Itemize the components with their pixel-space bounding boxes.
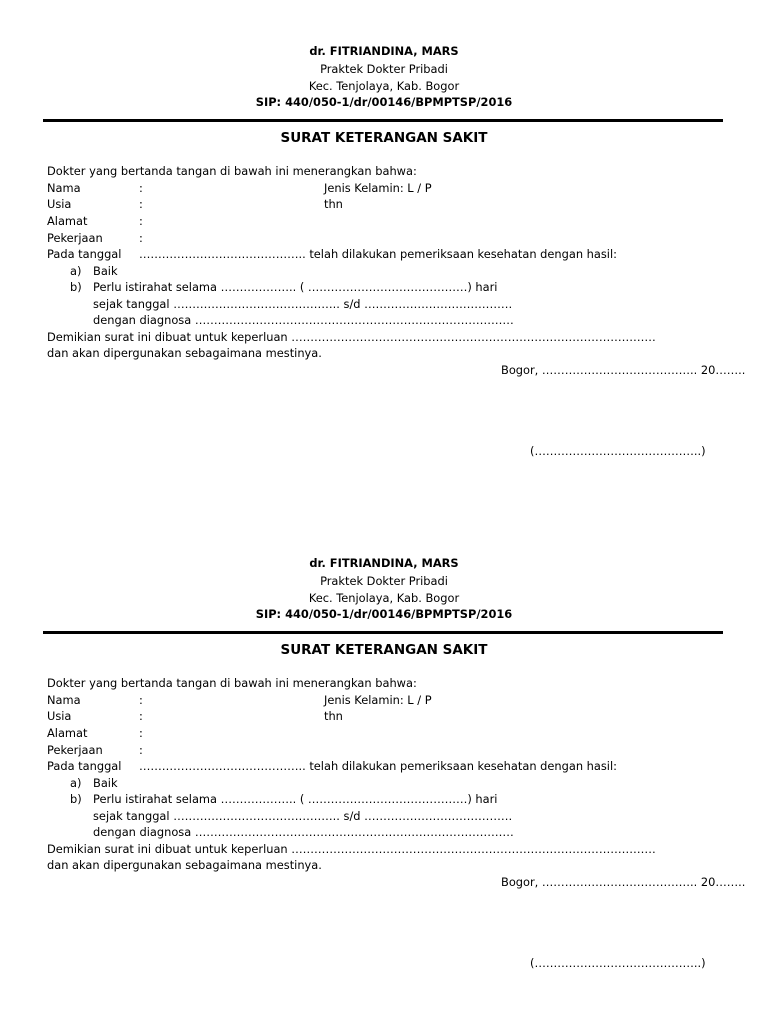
gender-field: Jenis Kelamin: L / P (324, 181, 432, 195)
option-a-marker: a) (70, 264, 82, 278)
document-title: SURAT KETERANGAN SAKIT (280, 130, 488, 146)
colon-nama: : (139, 693, 143, 707)
colon-pekerjaan: : (139, 743, 143, 757)
intro-text: Dokter yang bertanda tangan di bawah ini menerangkan bahwa: (47, 164, 417, 178)
practice-name: Praktek Dokter Pribadi (320, 574, 448, 588)
gender-field: Jenis Kelamin: L / P (324, 693, 432, 707)
option-a-text: Baik (93, 776, 118, 790)
purpose-line: Demikian surat ini dibuat untuk keperluan …………………………………………………………………………………… (47, 330, 656, 344)
doctor-name: dr. FITRIANDINA, MARS (309, 44, 459, 58)
exam-result-text: …………………………………….. telah dilakukan pemeriksaan kesehatan dengan hasil: (139, 759, 617, 773)
option-b-marker: b) (70, 792, 82, 806)
header-divider (43, 631, 723, 634)
header-divider (43, 119, 723, 122)
label-usia: Usia (47, 197, 72, 211)
purpose-line: Demikian surat ini dibuat untuk keperluan …………………………………………………………………………………… (47, 842, 656, 856)
age-unit: thn (324, 709, 343, 723)
label-alamat: Alamat (47, 726, 88, 740)
colon-pekerjaan: : (139, 231, 143, 245)
place-date-line: Bogor, ………………………………….. 20…….. (501, 363, 746, 377)
rest-period-dates: sejak tanggal …………………………………….. s/d ………………………………… (93, 297, 513, 311)
option-a-marker: a) (70, 776, 82, 790)
practice-address: Kec. Tenjolaya, Kab. Bogor (308, 591, 460, 605)
option-b-text: Perlu istirahat selama ……………….. ( ……………………………………) hari (93, 792, 498, 806)
signature-line: (……………………………………..) (530, 956, 706, 970)
sip-number: SIP: 440/050-1/dr/00146/BPMPTSP/2016 (255, 607, 513, 621)
document-title: SURAT KETERANGAN SAKIT (280, 642, 488, 658)
exam-result-text: …………………………………….. telah dilakukan pemeriksaan kesehatan dengan hasil: (139, 247, 617, 261)
label-alamat: Alamat (47, 214, 88, 228)
sip-number: SIP: 440/050-1/dr/00146/BPMPTSP/2016 (255, 95, 513, 109)
option-b-text: Perlu istirahat selama ……………….. ( ……………………………………) hari (93, 280, 498, 294)
label-pekerjaan: Pekerjaan (47, 743, 103, 757)
closing-line: dan akan dipergunakan sebagaimana mestinya. (47, 858, 322, 872)
option-a-text: Baik (93, 264, 118, 278)
diagnosis-line: dengan diagnosa ………………………………………………………………………… (93, 825, 514, 839)
place-date-line: Bogor, ………………………………….. 20…….. (501, 875, 746, 889)
sick-letter-bottom (0, 512, 768, 1024)
closing-line: dan akan dipergunakan sebagaimana mestinya. (47, 346, 322, 360)
label-pada-tanggal: Pada tanggal (47, 247, 122, 261)
practice-address: Kec. Tenjolaya, Kab. Bogor (308, 79, 460, 93)
colon-alamat: : (139, 726, 143, 740)
intro-text: Dokter yang bertanda tangan di bawah ini menerangkan bahwa: (47, 676, 417, 690)
colon-nama: : (139, 181, 143, 195)
label-nama: Nama (47, 181, 81, 195)
colon-usia: : (139, 197, 143, 211)
label-pekerjaan: Pekerjaan (47, 231, 103, 245)
label-nama: Nama (47, 693, 81, 707)
label-pada-tanggal: Pada tanggal (47, 759, 122, 773)
signature-line: (……………………………………..) (530, 444, 706, 458)
colon-usia: : (139, 709, 143, 723)
rest-period-dates: sejak tanggal …………………………………….. s/d ………………………………… (93, 809, 513, 823)
practice-name: Praktek Dokter Pribadi (320, 62, 448, 76)
doctor-name: dr. FITRIANDINA, MARS (309, 556, 459, 570)
colon-alamat: : (139, 214, 143, 228)
age-unit: thn (324, 197, 343, 211)
diagnosis-line: dengan diagnosa ………………………………………………………………………… (93, 313, 514, 327)
label-usia: Usia (47, 709, 72, 723)
option-b-marker: b) (70, 280, 82, 294)
